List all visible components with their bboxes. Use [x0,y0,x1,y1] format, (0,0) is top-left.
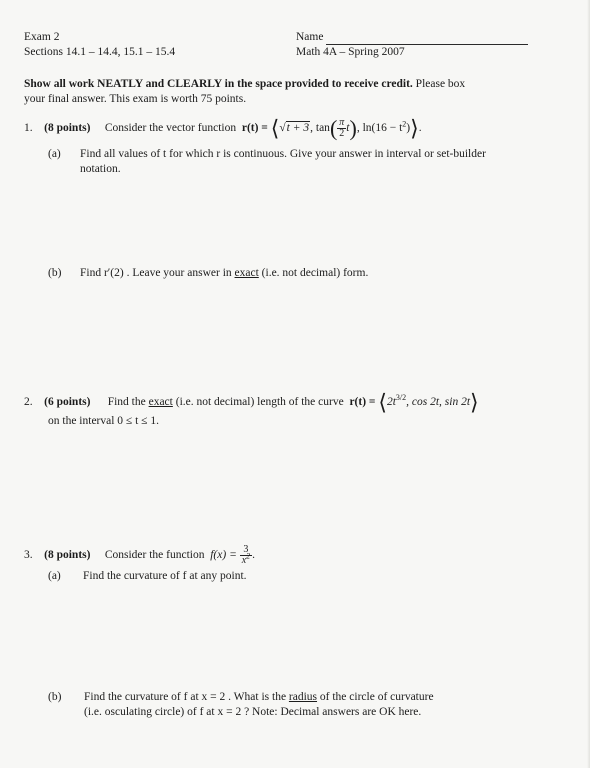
q1-two: 2 [339,128,345,139]
q1b-text [80,266,368,281]
q2-angle-close: ⟩ [470,389,479,415]
q1a-text-2: notation. [80,163,121,175]
q2-comp1-exp: 3/2 [395,393,407,403]
q2-angle-open: ⟨ [378,389,387,415]
q2-func-lhs: r(t) = [349,396,376,408]
q1-period: . [418,122,422,135]
instructions-rest: Please box [415,78,466,90]
q3-header [24,545,255,566]
exam-title: Exam 2 [24,31,60,43]
q1a-label: (a) [48,148,61,160]
q3-numerator: 3 [240,545,252,556]
q3a-text: Find the curvature of f at any point. [83,570,247,582]
q1-paren-open: ( [329,115,338,141]
q3b-label: (b) [48,691,62,703]
q2-text-pre: Find the [107,396,146,408]
q3-denominator [240,551,252,566]
q2-header [24,389,479,415]
q3b-text-1 [84,690,434,705]
q3-fraction [240,545,252,566]
q3b-pre: Find the curvature of f at x = 2 . What is the [84,691,287,703]
q1b-pre: Find r′(2) . Leave your answer in [80,267,232,279]
name-blank-line[interactable] [326,44,528,45]
q3-points: (8 points) [44,549,91,562]
instructions-line-2: your final answer. This exam is worth 75 points. [24,93,247,105]
instructions-bold: Show all work NEATLY and CLEARLY in the space provided to receive credit. [24,78,413,90]
q1-ln: , ln(16 − t [356,122,403,135]
q2-comp1: 2t [386,396,396,408]
q1-ln-close: ) [406,122,411,135]
q1-intro: Consider the vector function [104,122,237,135]
q3-number: 3. [24,549,33,562]
q1-angle-close: ⟩ [410,115,419,141]
q1-sqrt-inner: t + 3 [286,122,310,135]
q1-points: (8 points) [44,122,91,135]
q1-angle-open: ⟨ [270,115,280,141]
q1-pi: π [339,117,345,128]
course-line: Math 4A – Spring 2007 [296,46,405,58]
q1-number: 1. [24,122,33,135]
q2-line-2: on the interval 0 ≤ t ≤ 1. [48,415,159,427]
sections-line: Sections 14.1 – 14.4, 15.1 – 15.4 [24,46,176,58]
q1b-exact: exact [234,267,259,279]
q3-intro: Consider the function [104,549,205,562]
q2-comp-rest: , cos 2t, sin 2t [406,396,471,408]
instructions-line-1 [24,77,465,92]
q1-func-lhs: r(t) = [241,122,268,135]
q1-paren-close: ) [349,115,357,141]
name-label: Name [296,31,324,43]
q1a-text-1: Find all values of t for which r is continuous. Give your answer in interval or set-builder [80,148,486,160]
q3a-label: (a) [48,570,61,582]
q2-points: (6 points) [44,396,91,408]
q1-tan: , tan [310,122,330,135]
q1-header [24,115,422,141]
q3-func-lhs: f(x) = [210,549,237,562]
q2-number: 2. [24,396,33,408]
q3-den-x: x [241,555,247,566]
q1-ln-exp: 2 [402,119,407,129]
q3b-post: of the circle of curvature [319,691,434,703]
q3-den-exp: 2 [246,551,251,561]
q2-text-post: (i.e. not decimal) length of the curve [175,396,344,408]
q1-sqrt-symbol: √ [279,122,286,135]
q1b-label: (b) [48,267,62,279]
q3b-text-2: (i.e. osculating circle) of f at x = 2 ? Note: Decimal answers are OK here. [84,706,422,718]
q1-t: t [346,122,350,135]
q2-exact: exact [148,396,173,408]
q1b-post: (i.e. not decimal) form. [261,267,369,279]
q3b-radius: radius [288,691,318,703]
q3-period: . [252,549,256,562]
q1-pi-fraction [337,118,346,139]
